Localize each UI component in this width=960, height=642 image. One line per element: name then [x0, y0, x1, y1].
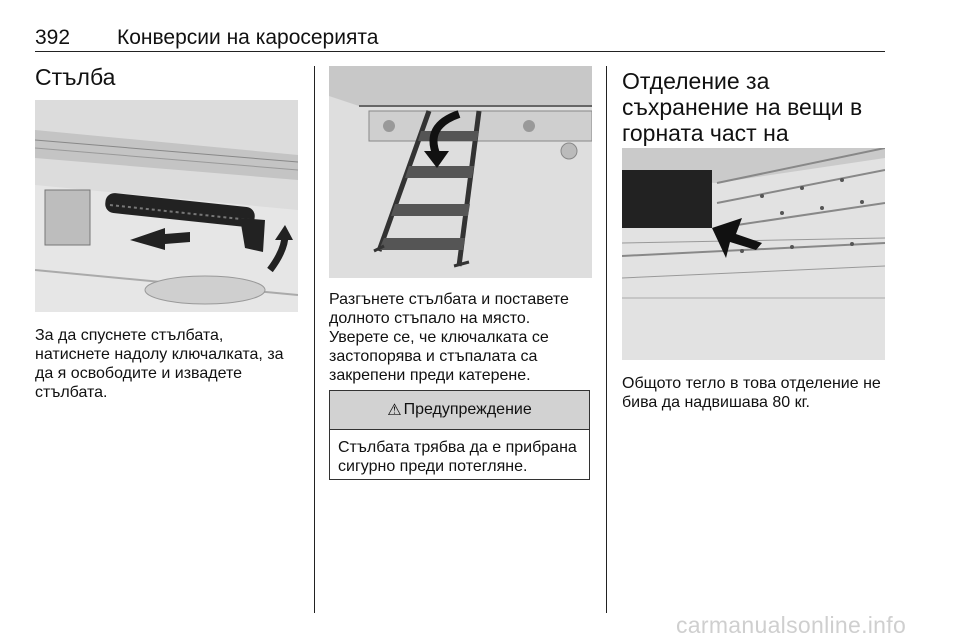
warning-box: [329, 390, 590, 480]
column-divider-1: [314, 66, 315, 613]
warning-header: [330, 391, 589, 430]
warning-triangle-icon: ⚠: [387, 402, 402, 419]
ladder-release-text: За да спуснете стълбата, натиснете надолу ключалката, за да я освободите и извадете стълбата.: [35, 327, 284, 401]
ladder-unfold-illustration: [329, 66, 592, 278]
overhead-storage-illustration: [622, 148, 885, 360]
header-rule: [35, 51, 885, 52]
storage-text: Общото тегло в това отделение не бива да надвишава 80 кг.: [622, 375, 881, 411]
warning-title: Предупреждение: [403, 401, 532, 418]
page-header: [35, 26, 885, 52]
section-title-ladder: Стълба: [35, 64, 116, 90]
watermark: carmanualsonline.info: [676, 612, 907, 638]
page-number: 392: [35, 26, 71, 49]
section-title-storage: Отделение за съхранение на вещи в горната част на: [622, 68, 863, 146]
chapter-title: Конверсии на каросерията: [117, 26, 379, 49]
column-divider-2: [606, 66, 607, 613]
warning-text: Стълбата трябва да е прибрана сигурно преди потегляне.: [338, 439, 577, 475]
ladder-unfold-text: Разгънете стълбата и поставете долното стъпало на място. Уверете се, че ключалката се застопорява и стъпалата са закрепени преди катерене.: [329, 291, 569, 384]
ladder-release-illustration: [35, 100, 298, 312]
